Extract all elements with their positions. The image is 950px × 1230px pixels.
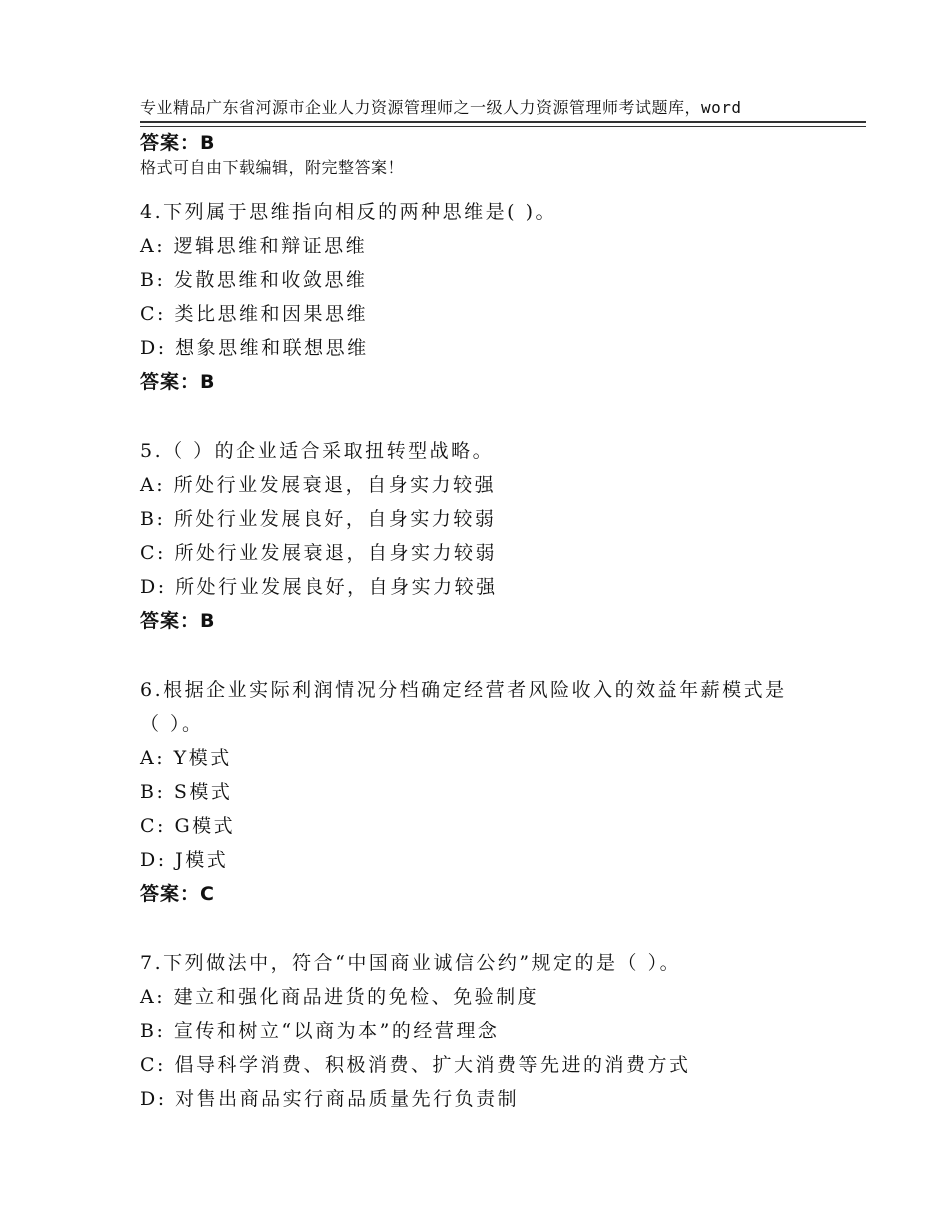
question-4-answer: 答案：B: [140, 371, 216, 393]
header-rule-thin: [140, 126, 866, 127]
question-7-option-a: A: 建立和强化商品进货的免检、免验制度: [140, 986, 540, 1008]
question-6-stem: 6.根据企业实际利润情况分档确定经营者风险收入的效益年薪模式是: [140, 679, 787, 701]
previous-answer: 答案：B: [140, 132, 216, 154]
header-line-2: 格式可自由下载编辑，附完整答案！: [140, 158, 405, 177]
question-4-stem: 4.下列属于思维指向相反的两种思维是( )。: [140, 201, 557, 223]
question-5-option-a: A: 所处行业发展衰退，自身实力较强: [140, 474, 497, 496]
document-header: [140, 58, 830, 198]
question-4-option-c: C: 类比思维和因果思维: [140, 303, 368, 325]
header-rule-thick: [140, 121, 866, 123]
question-4-option-d: D: 想象思维和联想思维: [140, 337, 369, 359]
question-5-stem: 5.（ ）的企业适合采取扭转型战略。: [140, 440, 495, 462]
question-6-option-c: C: G模式: [140, 815, 236, 837]
question-5-option-c: C: 所处行业发展衰退，自身实力较弱: [140, 542, 497, 564]
question-5-option-d: D: 所处行业发展良好，自身实力较强: [140, 576, 498, 598]
question-7-stem: 7.下列做法中，符合“中国商业诚信公约”规定的是（ ）。: [140, 952, 682, 974]
question-4-option-a: A: 逻辑思维和辩证思维: [140, 235, 368, 257]
header-line-1: 专业精品广东省河源市企业人力资源管理师之一级人力资源管理师考试题库，word: [140, 98, 742, 117]
question-6-option-b: B: S模式: [140, 781, 233, 803]
question-6-answer: 答案：C: [140, 883, 215, 905]
question-5-answer: 答案：B: [140, 610, 216, 632]
question-6-option-a: A: Y模式: [140, 747, 232, 769]
question-4-option-b: B: 发散思维和收敛思维: [140, 269, 368, 291]
question-7-option-d: D: 对售出商品实行商品质量先行负责制: [140, 1088, 520, 1110]
question-6-stem-continued: （ ）。: [140, 713, 204, 735]
question-6-option-d: D: J模式: [140, 849, 229, 871]
question-7-option-c: C: 倡导科学消费、积极消费、扩大消费等先进的消费方式: [140, 1054, 691, 1076]
question-7-option-b: B: 宣传和树立“以商为本”的经营理念: [140, 1020, 500, 1042]
question-5-option-b: B: 所处行业发展良好，自身实力较弱: [140, 508, 497, 530]
